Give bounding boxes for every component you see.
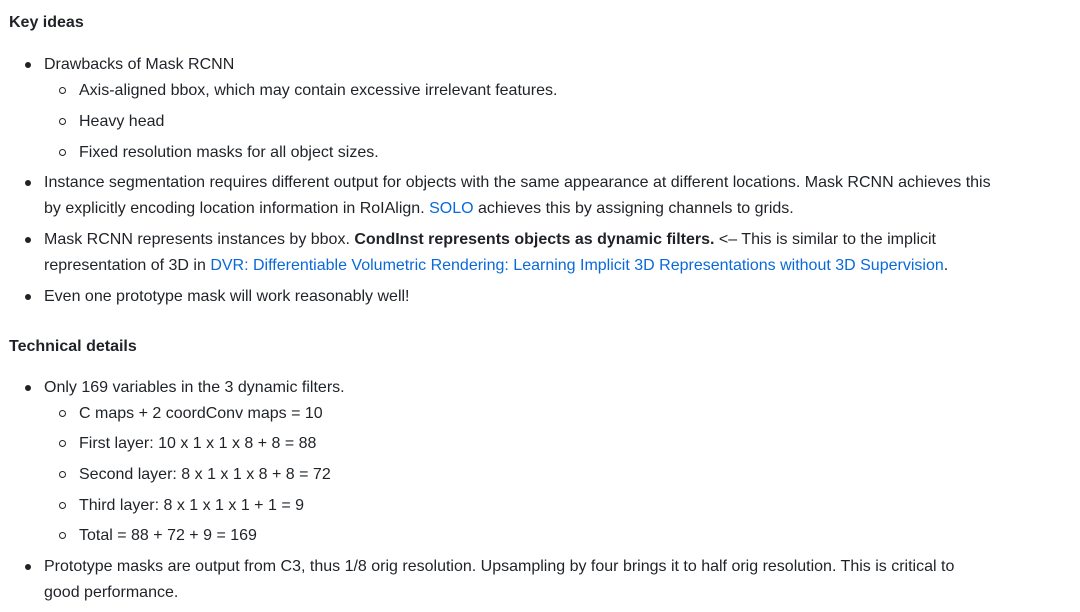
text-span: . [943,257,949,274]
sub-bullet-icon [59,502,66,509]
sub-bullet-icon [59,118,66,125]
sub-bullet-icon [59,471,66,478]
sub-list-item: Second layer: 8 x 1 x 1 x 8 + 8 = 72 [79,466,331,483]
text-span: <– This is similar to the implicit [714,231,936,248]
section-heading-technical-details: Technical details [9,338,137,355]
bullet-icon [25,385,31,391]
sub-list-item: Axis-aligned bbox, which may contain excessive irrelevant features. [79,82,558,99]
list-item-line [44,256,948,276]
list-item: Drawbacks of Mask RCNN [44,56,235,73]
sub-list-item: First layer: 10 x 1 x 1 x 8 + 8 = 88 [79,435,317,452]
sub-list-item: Third layer: 8 x 1 x 1 x 1 + 1 = 9 [79,497,304,514]
text-span: Mask RCNN represents instances by bbox. [44,231,355,248]
sub-list-item: Fixed resolution masks for all object sizes. [79,144,379,161]
list-item: Even one prototype mask will work reasonably well! [44,288,410,305]
text-span: representation of 3D in [44,257,211,274]
sub-bullet-icon [59,532,66,539]
bullet-icon [25,180,31,186]
sub-bullet-icon [59,410,66,417]
sub-list-item: Total = 88 + 72 + 9 = 169 [79,527,257,544]
sub-bullet-icon [59,87,66,94]
sub-list-item: C maps + 2 coordConv maps = 10 [79,405,323,422]
sub-bullet-icon [59,149,66,156]
solo-link[interactable]: SOLO [429,200,474,217]
bullet-icon [25,564,31,570]
list-item-line [44,199,794,219]
list-item-line: Instance segmentation requires different output for objects with the same appearance at different locations. Mask RCNN achieves this [44,174,991,191]
list-item: Only 169 variables in the 3 dynamic filters. [44,379,345,396]
text-span: by explicitly encoding location information in RoIAlign. [44,200,430,217]
list-item-line [44,230,936,250]
text-span: achieves this by assigning channels to grids. [473,200,794,217]
sub-list-item: Heavy head [79,113,165,130]
bullet-icon [25,237,31,243]
sub-bullet-icon [59,440,66,447]
dvr-paper-link[interactable]: DVR: Differentiable Volumetric Rendering: Learning Implicit 3D Representations without 3D Supervision [210,257,944,274]
list-item-line: good performance. [44,584,179,601]
bullet-icon [25,62,31,68]
list-item-line: Prototype masks are output from C3, thus 1/8 orig resolution. Upsampling by four brings it to half orig resolution. This is critical to [44,558,955,575]
bullet-icon [25,294,31,300]
section-heading-key-ideas: Key ideas [9,14,84,31]
bold-text: CondInst represents objects as dynamic filters. [354,231,715,248]
